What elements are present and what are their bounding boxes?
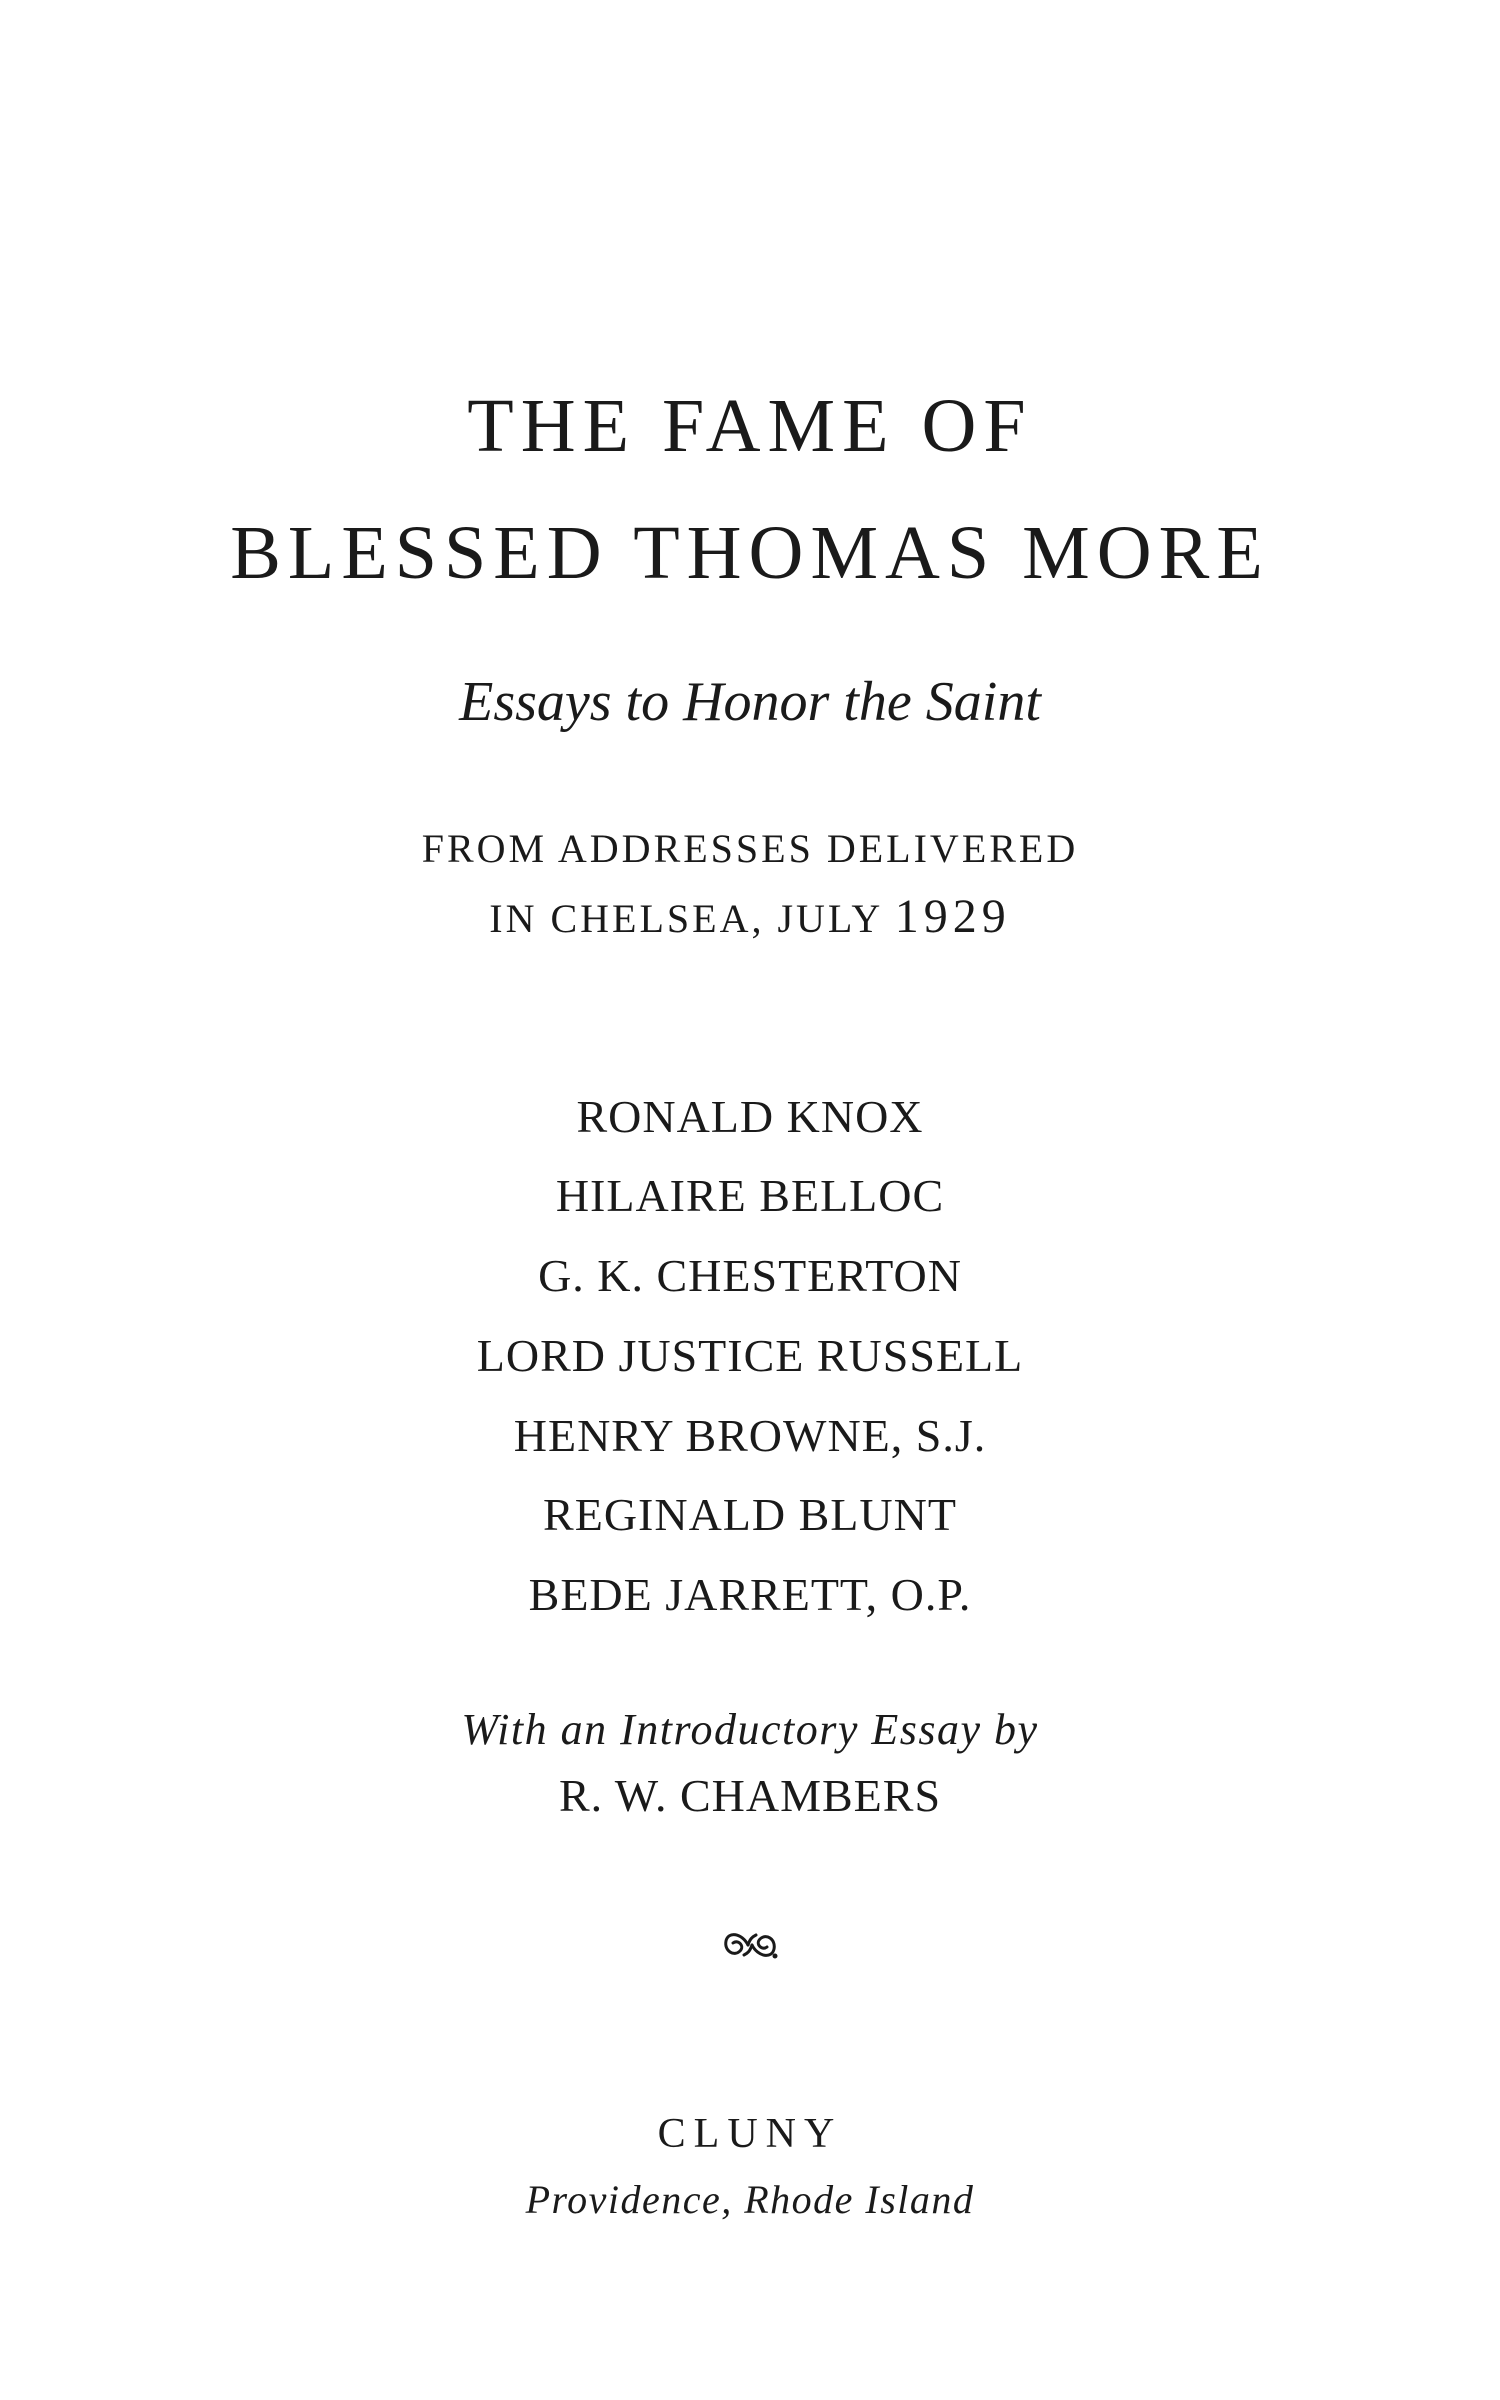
author-6: REGINALD BLUNT	[543, 1489, 957, 1540]
publisher-place: Providence, Rhode Island	[525, 2177, 975, 2222]
occasion-line-2	[0, 890, 1500, 943]
title-line-1: THE FAME OF	[467, 384, 1033, 468]
author-5: HENRY BROWNE, S.J.	[513, 1410, 987, 1461]
author-3: G. K. CHESTERTON	[538, 1250, 962, 1301]
introduction-author: R. W. CHAMBERS	[558, 1770, 942, 1821]
author-7: BEDE JARRETT, O.P.	[528, 1569, 972, 1620]
subtitle: Essays to Honor the Saint	[459, 671, 1041, 733]
title-line-2: BLESSED THOMAS MORE	[230, 511, 1270, 595]
occasion-year: 1929	[894, 890, 1011, 943]
occasion-place-date: IN CHELSEA, JULY	[489, 896, 895, 941]
author-1: RONALD KNOX	[576, 1091, 924, 1142]
occasion-line-1: FROM ADDRESSES DELIVERED	[421, 826, 1079, 871]
fleuron-ornament-icon	[720, 1925, 780, 1965]
introduction-label: With an Introductory Essay by	[461, 1705, 1039, 1754]
author-2: HILAIRE BELLOC	[555, 1170, 945, 1221]
author-4: LORD JUSTICE RUSSELL	[476, 1330, 1024, 1381]
publisher-name: CLUNY	[657, 2111, 843, 2157]
